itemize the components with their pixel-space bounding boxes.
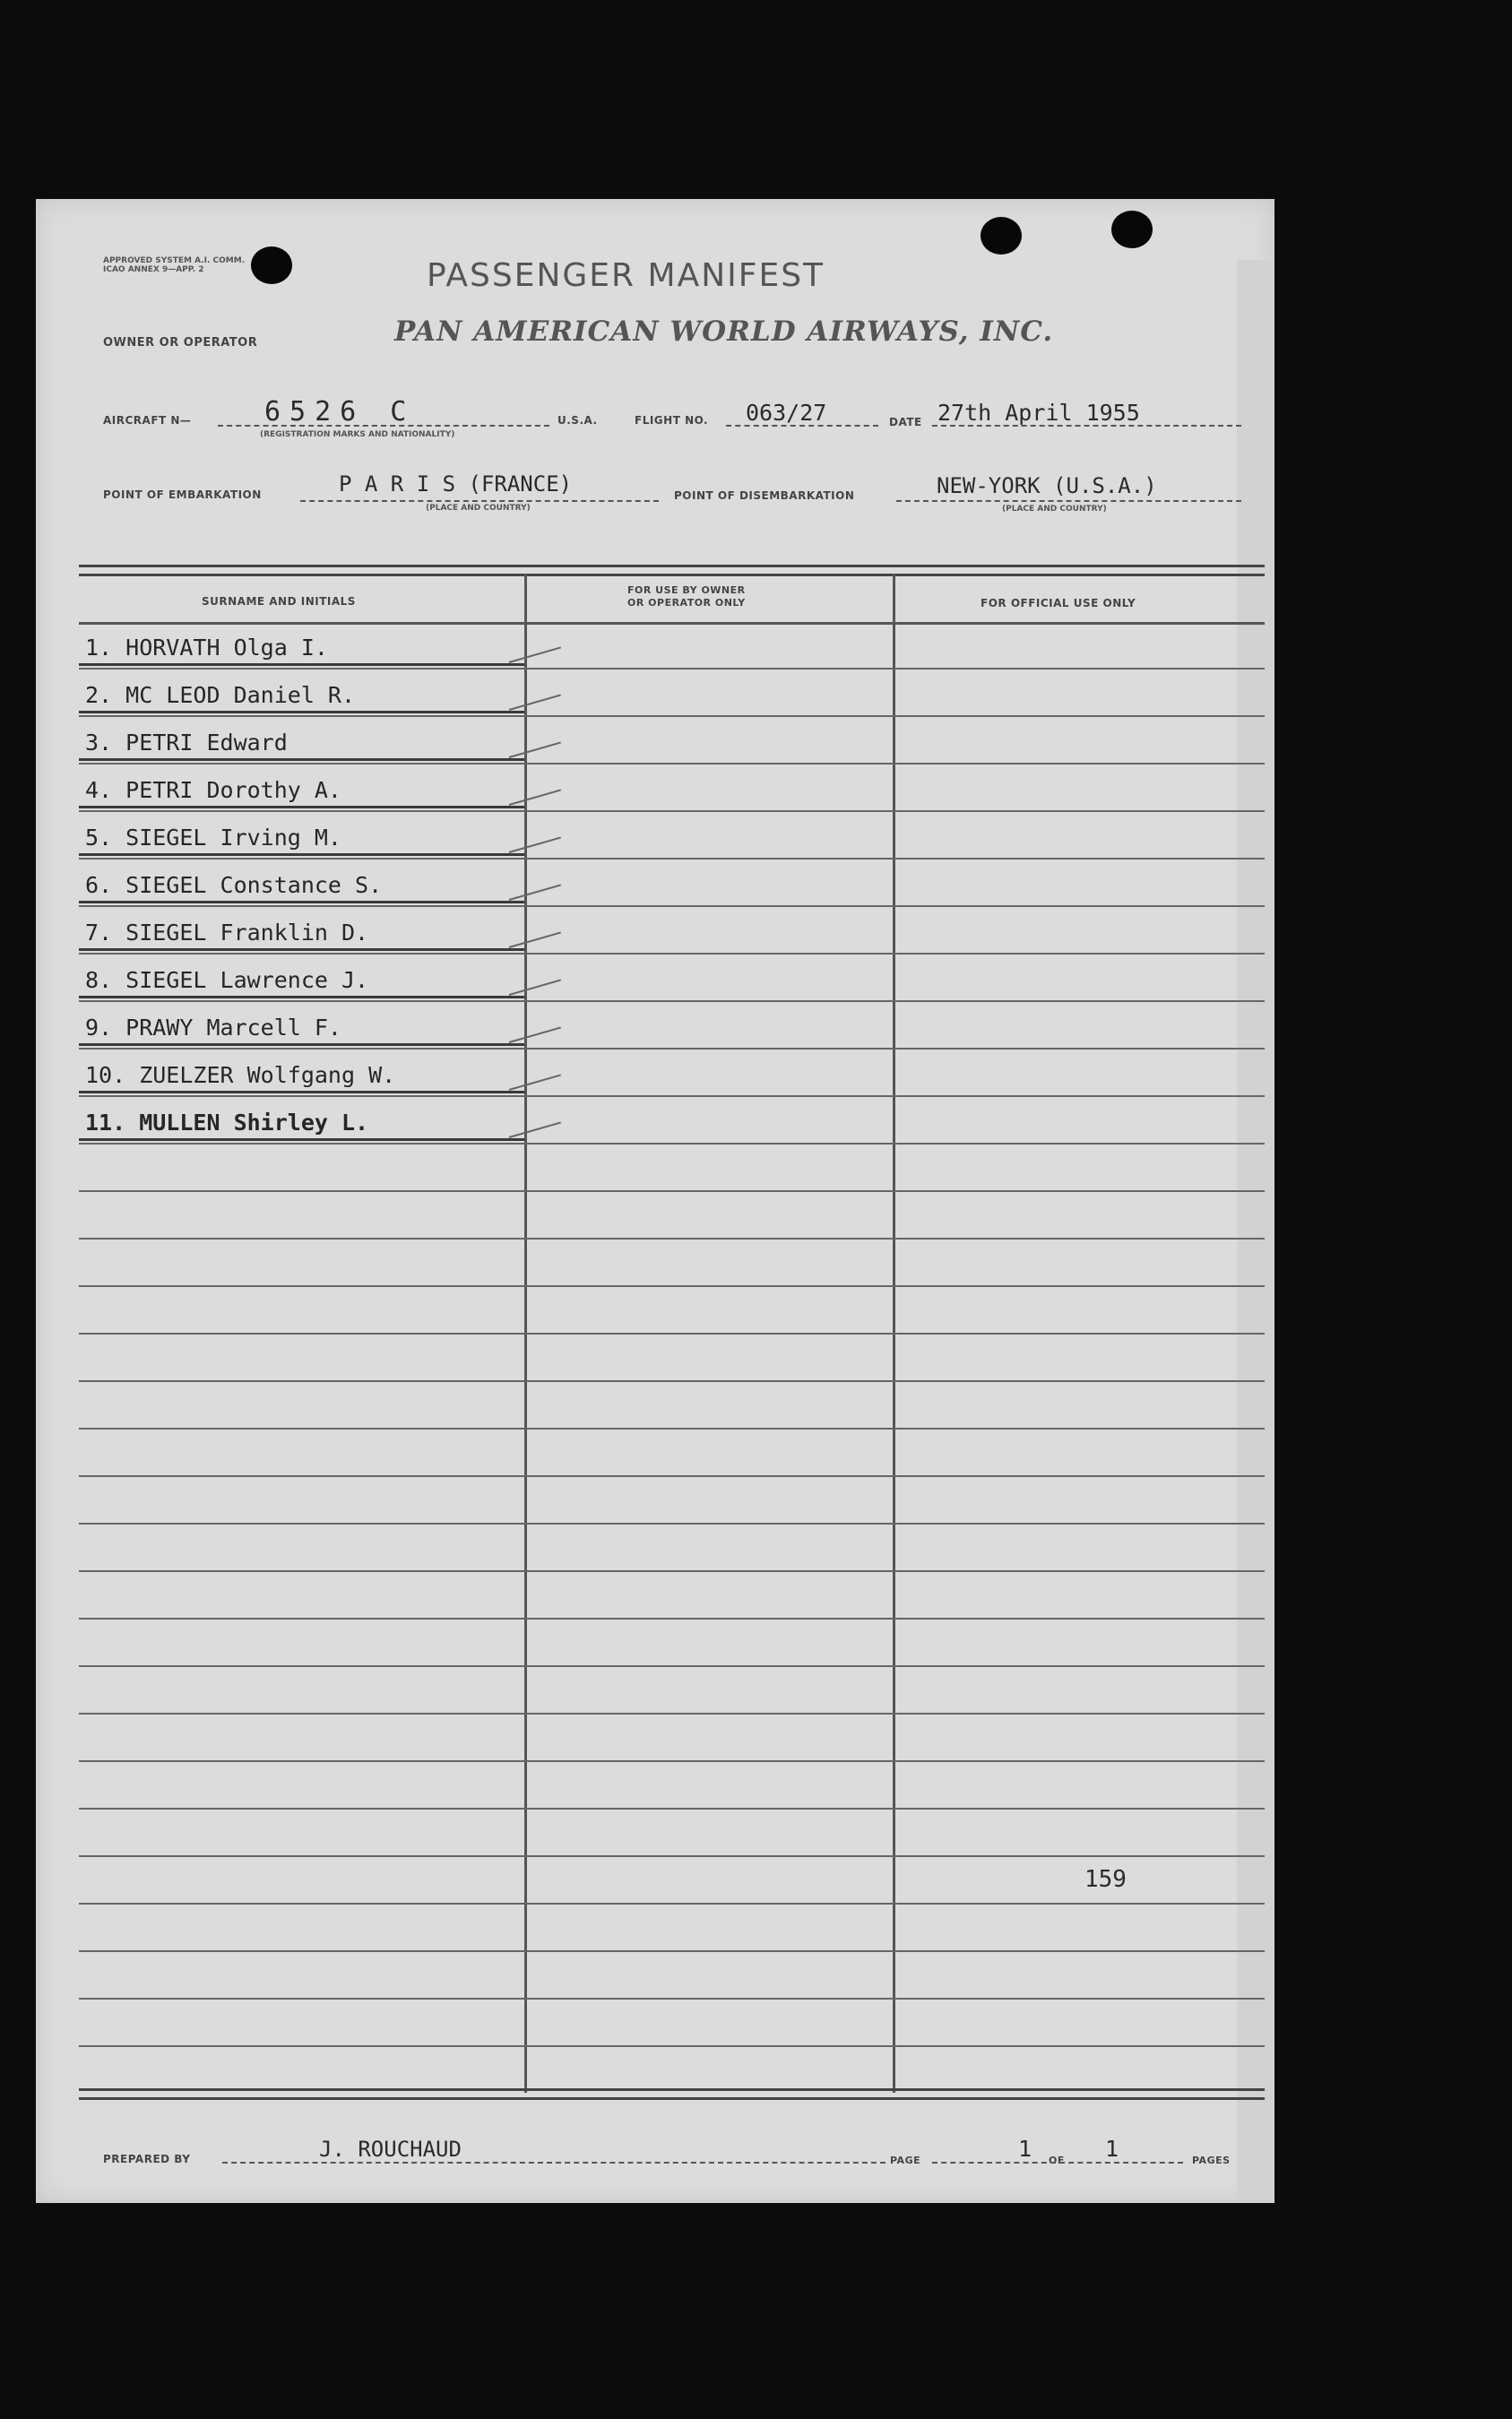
table-row-line: [79, 810, 1265, 812]
table-row-line: [79, 668, 1265, 670]
page-label: PAGE: [890, 2155, 921, 2166]
date-underline: [932, 425, 1241, 427]
passenger-entry: 10. ZUELZER Wolfgang W.: [85, 1062, 396, 1088]
passenger-entry: 1. HORVATH Olga I.: [85, 635, 328, 661]
aircraft-number: 6526 C: [264, 396, 416, 428]
table-row-line: [79, 1570, 1265, 1572]
flight-date: 27th April 1955: [937, 400, 1140, 426]
table-row-line: [79, 1665, 1265, 1667]
surname-column-header: SURNAME AND INITIALS: [202, 595, 356, 608]
table-row-line: [79, 1000, 1265, 1002]
table-row-line: [79, 1523, 1265, 1525]
aircraft-sub-label: (REGISTRATION MARKS AND NATIONALITY): [260, 430, 455, 439]
aircraft-underline: [218, 425, 549, 427]
table-row-line: [79, 858, 1265, 860]
disembarkation-sub-label: (PLACE AND COUNTRY): [1002, 505, 1107, 514]
punch-hole: [981, 217, 1022, 255]
page-number: 1: [1018, 2136, 1032, 2162]
stamp-number: 159: [1084, 1866, 1127, 1893]
country-label: U.S.A.: [557, 414, 598, 427]
table-bottom-border: [79, 2088, 1265, 2100]
table-row-line: [79, 1048, 1265, 1050]
disembarkation-label: POINT OF DISEMBARKATION: [674, 489, 855, 502]
passenger-entry: 5. SIEGEL Irving M.: [85, 825, 341, 851]
passenger-entry: 3. PETRI Edward: [85, 730, 288, 756]
aircraft-label: AIRCRAFT N—: [103, 414, 192, 427]
pages-label: PAGES: [1192, 2155, 1231, 2166]
embarkation-point: P A R I S (FRANCE): [339, 471, 573, 497]
passenger-underline: [79, 1043, 524, 1046]
passenger-entry: 8. SIEGEL Lawrence J.: [85, 967, 369, 993]
of-label: OF: [1049, 2155, 1065, 2166]
disembarkation-point: NEW-YORK (U.S.A.): [937, 473, 1157, 498]
embarkation-underline: [300, 500, 659, 502]
table-row-line: [79, 1238, 1265, 1240]
passenger-entry: 6. SIEGEL Constance S.: [85, 872, 383, 898]
table-row-line: [79, 905, 1265, 907]
table-row-line: [79, 1998, 1265, 2000]
passenger-underline: [79, 1091, 524, 1093]
passenger-underline: [79, 853, 524, 856]
owner-column-header-line1: FOR USE BY OWNER: [627, 584, 746, 596]
passenger-entry: 4. PETRI Dorothy A.: [85, 777, 341, 803]
punch-hole: [1111, 211, 1153, 248]
table-row-line: [79, 715, 1265, 717]
table-row-line: [79, 1713, 1265, 1715]
approval-note: APPROVED SYSTEM A.I. COMM. ICAO ANNEX 9—APP. 2: [103, 256, 246, 274]
flight-underline: [726, 425, 878, 427]
passenger-underline: [79, 806, 524, 808]
table-row-line: [79, 1380, 1265, 1382]
punch-hole: [251, 246, 292, 284]
passenger-underline: [79, 758, 524, 761]
table-row-line: [79, 763, 1265, 765]
disembarkation-underline: [896, 500, 1241, 502]
table-row-line: [79, 953, 1265, 955]
table-row-line: [79, 1618, 1265, 1620]
owner-label: OWNER OR OPERATOR: [103, 336, 258, 350]
table-row-line: [79, 1285, 1265, 1287]
embarkation-sub-label: (PLACE AND COUNTRY): [426, 504, 531, 513]
passenger-underline: [79, 663, 524, 666]
page-total: 1: [1105, 2136, 1119, 2162]
table-row-line: [79, 1903, 1265, 1905]
passenger-underline: [79, 1138, 524, 1141]
table-row-line: [79, 1428, 1265, 1430]
owner-column-header-line2: OR OPERATOR ONLY: [627, 597, 746, 609]
table-top-border: [79, 565, 1265, 576]
embarkation-label: POINT OF EMBARKATION: [103, 488, 262, 501]
table-row-line: [79, 1475, 1265, 1477]
passenger-underline: [79, 948, 524, 951]
passenger-entry: 9. PRAWY Marcell F.: [85, 1015, 341, 1041]
date-label: DATE: [889, 416, 922, 428]
paper-edge: [1237, 260, 1274, 2203]
passenger-underline: [79, 996, 524, 998]
table-row-line: [79, 1190, 1265, 1192]
table-row-line: [79, 1760, 1265, 1762]
flight-number: 063/27: [746, 400, 827, 426]
passenger-entry: 11. MULLEN Shirley L.: [85, 1110, 369, 1136]
passenger-entry: 7. SIEGEL Franklin D.: [85, 920, 369, 946]
flight-label: FLIGHT NO.: [635, 414, 709, 427]
table-row-line: [79, 1095, 1265, 1097]
prepared-underline: [222, 2162, 886, 2164]
header-divider: [79, 622, 1265, 625]
table-row-line: [79, 1950, 1265, 1952]
table-row-line: [79, 2045, 1265, 2047]
prepared-by: J. ROUCHAUD: [319, 2137, 462, 2162]
table-row-line: [79, 1333, 1265, 1335]
passenger-entry: 2. MC LEOD Daniel R.: [85, 682, 356, 708]
prepared-label: PREPARED BY: [103, 2153, 191, 2165]
official-column-header: FOR OFFICIAL USE ONLY: [981, 597, 1136, 609]
passenger-underline: [79, 901, 524, 903]
table-row-line: [79, 1143, 1265, 1145]
company-name: PAN AMERICAN WORLD AIRWAYS, INC.: [394, 315, 1054, 348]
passenger-underline: [79, 711, 524, 713]
page-underline: [932, 2162, 1183, 2164]
page-title: PASSENGER MANIFEST: [427, 257, 825, 294]
table-row-line: [79, 1808, 1265, 1810]
table-row-line: [79, 1855, 1265, 1857]
